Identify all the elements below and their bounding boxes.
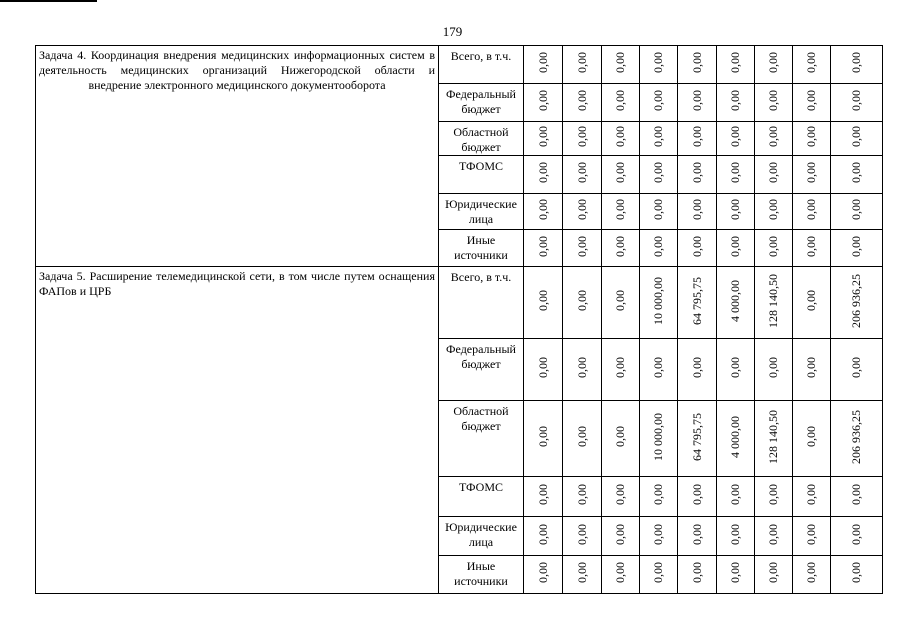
amount-value: 4 000,00 — [728, 415, 742, 458]
amount-value: 0,00 — [535, 426, 550, 447]
amount-cell — [793, 517, 831, 556]
amount-cell — [755, 122, 793, 156]
amount-cell — [524, 194, 563, 230]
amount-cell — [717, 46, 755, 84]
amount-cell — [831, 230, 883, 267]
amount-value: 0,00 — [613, 162, 627, 183]
amount-value: 206 936,25 — [849, 409, 863, 464]
amount-value: 0,00 — [849, 52, 863, 73]
amount-value: 0,00 — [804, 357, 818, 378]
amount-cell — [524, 401, 563, 477]
amount-value: 4 000,00 — [728, 279, 742, 322]
amount-value: 0,00 — [651, 90, 665, 111]
amount-cell — [678, 194, 717, 230]
amount-value: 0,00 — [651, 199, 665, 220]
amount-cell — [640, 194, 678, 230]
amount-cell — [524, 46, 563, 84]
amount-value: 0,00 — [613, 562, 627, 583]
amount-cell — [793, 194, 831, 230]
amount-cell — [524, 517, 563, 556]
table-row — [36, 267, 883, 339]
amount-cell — [678, 84, 717, 122]
amount-cell — [793, 477, 831, 517]
amount-cell — [602, 84, 640, 122]
amount-value: 0,00 — [766, 523, 780, 545]
amount-value: 0,00 — [728, 562, 742, 583]
amount-cell — [563, 401, 602, 477]
amount-cell — [678, 122, 717, 156]
amount-cell — [640, 84, 678, 122]
header-rule — [0, 0, 97, 2]
amount-value: 64 795,75 — [689, 276, 704, 325]
amount-value: 0,00 — [728, 357, 742, 378]
amount-cell — [640, 156, 678, 194]
amount-value: 0,00 — [574, 357, 589, 378]
amount-cell — [524, 339, 563, 401]
amount-value: 0,00 — [613, 290, 627, 311]
amount-value: 0,00 — [535, 484, 550, 505]
amount-cell — [755, 267, 793, 339]
amount-value: 0,00 — [804, 199, 818, 220]
amount-value: 0,00 — [849, 162, 863, 183]
amount-cell — [563, 194, 602, 230]
amount-cell — [717, 194, 755, 230]
amount-cell — [831, 156, 883, 194]
amount-cell — [640, 517, 678, 556]
amount-value: 0,00 — [535, 90, 550, 111]
amount-value: 0,00 — [689, 199, 704, 220]
amount-cell — [602, 156, 640, 194]
amount-value: 128 140,50 — [766, 273, 780, 328]
amount-cell — [755, 230, 793, 267]
amount-value: 0,00 — [574, 484, 589, 505]
amount-cell — [524, 477, 563, 517]
amount-cell — [831, 84, 883, 122]
amount-value: 0,00 — [766, 562, 780, 583]
amount-value: 0,00 — [849, 523, 863, 545]
amount-cell — [563, 230, 602, 267]
amount-value: 0,00 — [728, 90, 742, 111]
funding-source-label: Федеральный бюджет — [439, 339, 524, 401]
amount-value: 0,00 — [689, 484, 704, 505]
funding-source-label: Всего, в т.ч. — [439, 267, 524, 339]
amount-value: 0,00 — [804, 90, 818, 111]
amount-cell — [602, 556, 640, 594]
amount-value: 0,00 — [651, 562, 665, 583]
amount-cell — [524, 122, 563, 156]
amount-cell — [793, 556, 831, 594]
amount-cell — [602, 477, 640, 517]
amount-cell — [563, 156, 602, 194]
amount-cell — [755, 84, 793, 122]
amount-cell — [793, 230, 831, 267]
amount-cell — [602, 267, 640, 339]
amount-value: 0,00 — [689, 562, 704, 583]
amount-value: 0,00 — [728, 199, 742, 220]
funding-source-label: Иные источники — [439, 556, 524, 594]
amount-cell — [678, 401, 717, 477]
amount-value: 0,00 — [574, 235, 589, 257]
amount-cell — [524, 556, 563, 594]
amount-value: 0,00 — [574, 52, 589, 73]
amount-value: 10 000,00 — [651, 412, 665, 461]
amount-value: 0,00 — [689, 162, 704, 183]
amount-value: 0,00 — [651, 484, 665, 505]
amount-value: 0,00 — [849, 235, 863, 257]
amount-value: 0,00 — [535, 562, 550, 583]
amount-value: 0,00 — [535, 199, 550, 220]
amount-value: 0,00 — [849, 562, 863, 583]
amount-cell — [602, 517, 640, 556]
amount-value: 0,00 — [728, 52, 742, 73]
amount-value: 0,00 — [535, 290, 550, 311]
amount-value: 0,00 — [849, 199, 863, 220]
amount-cell — [831, 46, 883, 84]
task-description: Задача 4. Координация внедрения медицинских информационных систем в деятельность медицинских организаций Нижегородской области и внедрение электронного медицинского документооборота — [36, 46, 439, 267]
amount-value: 0,00 — [651, 52, 665, 73]
task-description: Задача 5. Расширение телемедицинской сети, в том числе путем оснащения ФАПов и ЦРБ — [36, 267, 439, 594]
amount-cell — [793, 267, 831, 339]
amount-cell — [717, 230, 755, 267]
amount-cell — [524, 84, 563, 122]
amount-value: 0,00 — [535, 126, 550, 147]
funding-source-label: Иные источники — [439, 230, 524, 267]
amount-value: 0,00 — [728, 235, 742, 257]
amount-cell — [640, 230, 678, 267]
amount-value: 0,00 — [849, 126, 863, 147]
table-row — [36, 46, 883, 84]
amount-cell — [678, 517, 717, 556]
amount-value: 0,00 — [804, 290, 818, 311]
amount-cell — [717, 84, 755, 122]
amount-cell — [678, 477, 717, 517]
amount-cell — [755, 339, 793, 401]
amount-value: 0,00 — [804, 523, 818, 545]
funding-source-label: Областной бюджет — [439, 401, 524, 477]
amount-cell — [717, 122, 755, 156]
amount-value: 0,00 — [766, 126, 780, 147]
amount-cell — [755, 556, 793, 594]
funding-source-label: Юридические лица — [439, 194, 524, 230]
amount-cell — [755, 477, 793, 517]
amount-cell — [640, 339, 678, 401]
amount-value: 0,00 — [766, 52, 780, 73]
amount-value: 0,00 — [766, 199, 780, 220]
amount-value: 0,00 — [804, 52, 818, 73]
amount-value: 0,00 — [849, 357, 863, 378]
amount-cell — [755, 156, 793, 194]
amount-cell — [717, 267, 755, 339]
amount-value: 0,00 — [574, 562, 589, 583]
amount-value: 0,00 — [766, 484, 780, 505]
amount-value: 0,00 — [651, 523, 665, 545]
amount-value: 64 795,75 — [689, 412, 704, 461]
amount-cell — [831, 477, 883, 517]
amount-cell — [793, 46, 831, 84]
amount-value: 0,00 — [574, 90, 589, 111]
amount-value: 0,00 — [613, 199, 627, 220]
amount-cell — [678, 46, 717, 84]
amount-cell — [678, 230, 717, 267]
amount-cell — [563, 477, 602, 517]
amount-value: 0,00 — [689, 90, 704, 111]
amount-cell — [602, 401, 640, 477]
amount-value: 0,00 — [651, 162, 665, 183]
amount-cell — [563, 46, 602, 84]
amount-value: 0,00 — [613, 523, 627, 545]
amount-cell — [793, 122, 831, 156]
amount-cell — [831, 122, 883, 156]
amount-cell — [524, 230, 563, 267]
amount-value: 0,00 — [613, 235, 627, 257]
amount-cell — [602, 194, 640, 230]
amount-cell — [602, 339, 640, 401]
page-number: 179 — [442, 24, 463, 39]
amount-value: 0,00 — [804, 235, 818, 257]
amount-value: 0,00 — [535, 523, 550, 545]
amount-value: 0,00 — [535, 52, 550, 73]
amount-cell — [678, 556, 717, 594]
amount-value: 0,00 — [804, 126, 818, 147]
amount-cell — [793, 401, 831, 477]
amount-value: 0,00 — [766, 235, 780, 257]
amount-cell — [793, 339, 831, 401]
amount-cell — [563, 84, 602, 122]
amount-value: 0,00 — [613, 357, 627, 378]
amount-value: 0,00 — [651, 357, 665, 378]
amount-cell — [793, 84, 831, 122]
amount-value: 206 936,25 — [849, 273, 863, 328]
amount-value: 0,00 — [804, 562, 818, 583]
amount-cell — [678, 156, 717, 194]
amount-value: 0,00 — [613, 126, 627, 147]
amount-cell — [831, 517, 883, 556]
amount-cell — [831, 194, 883, 230]
amount-value: 0,00 — [766, 90, 780, 111]
amount-value: 0,00 — [613, 426, 627, 447]
amount-cell — [602, 122, 640, 156]
amount-value: 0,00 — [689, 52, 704, 73]
amount-value: 0,00 — [849, 90, 863, 111]
amount-value: 0,00 — [766, 162, 780, 183]
amount-cell — [602, 230, 640, 267]
amount-cell — [640, 267, 678, 339]
amount-value: 0,00 — [849, 484, 863, 505]
amount-cell — [640, 46, 678, 84]
amount-value: 0,00 — [728, 126, 742, 147]
amount-value: 0,00 — [613, 52, 627, 73]
amount-value: 0,00 — [651, 235, 665, 257]
amount-cell — [678, 267, 717, 339]
amount-cell — [717, 339, 755, 401]
amount-value: 0,00 — [574, 199, 589, 220]
amount-value: 0,00 — [766, 357, 780, 378]
amount-value: 0,00 — [804, 484, 818, 505]
amount-value: 0,00 — [535, 162, 550, 183]
amount-cell — [640, 477, 678, 517]
funding-source-label: Федеральный бюджет — [439, 84, 524, 122]
amount-cell — [717, 401, 755, 477]
amount-cell — [755, 194, 793, 230]
funding-source-label: Областной бюджет — [439, 122, 524, 156]
amount-value: 0,00 — [689, 357, 704, 378]
amount-cell — [831, 267, 883, 339]
amount-cell — [678, 339, 717, 401]
amount-value: 0,00 — [651, 126, 665, 147]
amount-value: 0,00 — [728, 162, 742, 183]
amount-value: 0,00 — [574, 162, 589, 183]
amount-cell — [831, 339, 883, 401]
funding-source-label: ТФОМС — [439, 156, 524, 194]
amount-value: 0,00 — [613, 484, 627, 505]
amount-value: 0,00 — [689, 523, 704, 545]
amount-cell — [717, 477, 755, 517]
funding-source-label: Юридические лица — [439, 517, 524, 556]
amount-cell — [755, 517, 793, 556]
amount-cell — [563, 556, 602, 594]
amount-cell — [640, 556, 678, 594]
amount-value: 0,00 — [535, 235, 550, 257]
amount-cell — [640, 122, 678, 156]
amount-cell — [563, 339, 602, 401]
amount-value: 0,00 — [804, 162, 818, 183]
amount-cell — [793, 156, 831, 194]
amount-cell — [563, 267, 602, 339]
amount-cell — [563, 122, 602, 156]
amount-cell — [563, 517, 602, 556]
amount-cell — [717, 517, 755, 556]
amount-cell — [717, 156, 755, 194]
budget-table — [35, 45, 883, 594]
amount-value: 0,00 — [804, 426, 818, 447]
amount-cell — [524, 267, 563, 339]
amount-value: 0,00 — [574, 126, 589, 147]
amount-value: 0,00 — [574, 290, 589, 311]
amount-value: 128 140,50 — [766, 409, 780, 464]
amount-cell — [755, 401, 793, 477]
amount-value: 0,00 — [613, 90, 627, 111]
amount-cell — [640, 401, 678, 477]
amount-value: 0,00 — [689, 126, 704, 147]
amount-cell — [831, 556, 883, 594]
amount-value: 0,00 — [728, 523, 742, 545]
amount-cell — [831, 401, 883, 477]
amount-cell — [524, 156, 563, 194]
funding-source-label: Всего, в т.ч. — [439, 46, 524, 84]
amount-value: 0,00 — [574, 523, 589, 545]
amount-value: 10 000,00 — [651, 276, 665, 325]
amount-value: 0,00 — [728, 484, 742, 505]
amount-cell — [602, 46, 640, 84]
amount-value: 0,00 — [574, 426, 589, 447]
amount-value: 0,00 — [535, 357, 550, 378]
funding-source-label: ТФОМС — [439, 477, 524, 517]
amount-cell — [755, 46, 793, 84]
amount-cell — [717, 556, 755, 594]
amount-value: 0,00 — [689, 235, 704, 257]
